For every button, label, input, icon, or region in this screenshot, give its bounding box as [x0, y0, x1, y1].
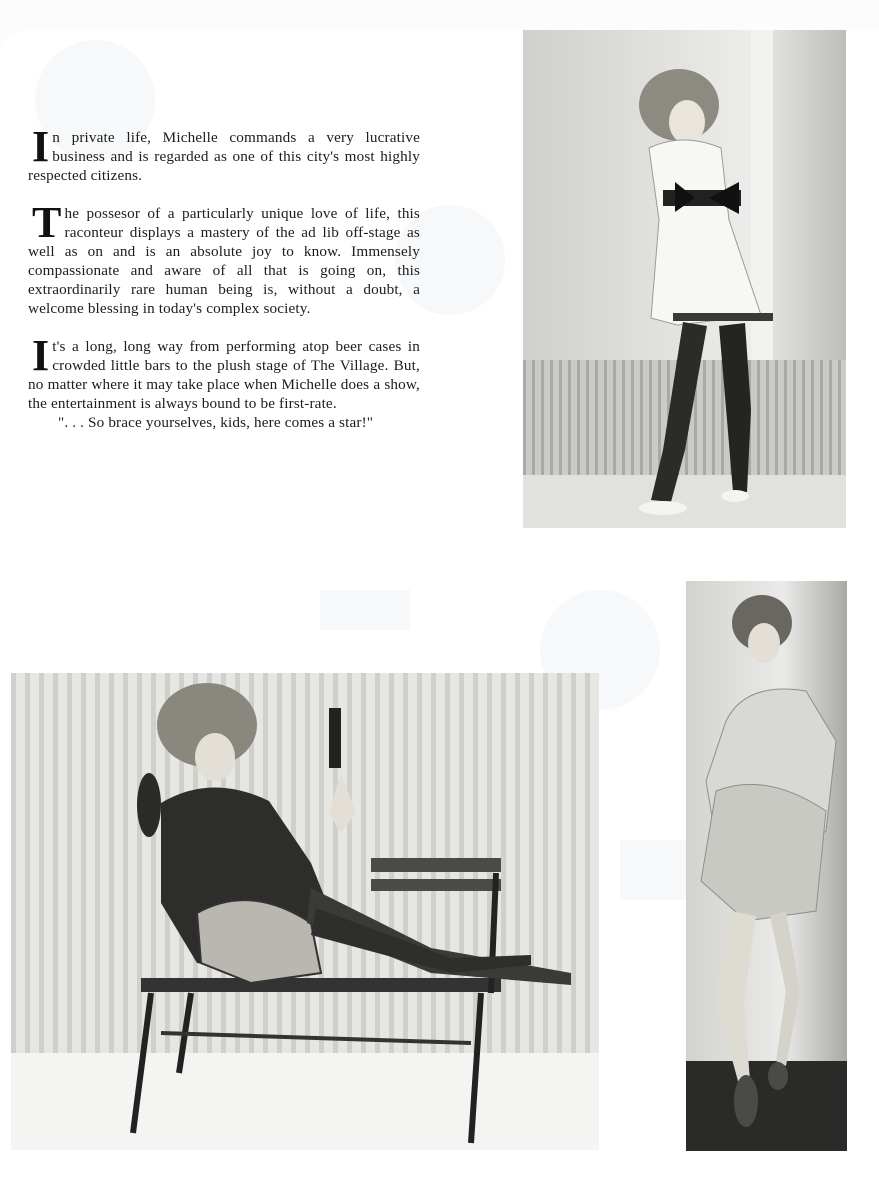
article-paragraph [28, 198, 420, 318]
article-paragraph [28, 331, 420, 413]
photo-park-bench [11, 673, 599, 1150]
paragraph-text: he possesor of a particularly unique love of life, this raconteur displays a mastery of the ad lib off-stage as well as on and is an absolute joy to know. Immensely compassionate and aware of all that is going on, this extraordinarily rare human being is, without a doubt, a welcome blessing in today's complex society. [28, 205, 420, 317]
paragraph-text: n private life, Michelle commands a very lucrative business and is regarded as one of this city's most highly respected citizens. [28, 129, 420, 184]
drop-cap: I [32, 122, 50, 171]
drop-cap: T [32, 198, 62, 247]
closing-quote: ". . . So brace yourselves, kids, here comes a star!" [58, 414, 374, 431]
article-text [28, 122, 420, 432]
drop-cap: I [32, 331, 50, 380]
paragraph-text: t's a long, long way from performing atop beer cases in crowded little bars to the plush stage of The Village. But, no matter where it may take place when Michelle does a show, the entertainment is always bound to be first-rate. [28, 338, 420, 412]
photo-white-dress [523, 30, 846, 528]
article-paragraph [28, 122, 420, 185]
photo-tulle-shawl [686, 581, 847, 1151]
